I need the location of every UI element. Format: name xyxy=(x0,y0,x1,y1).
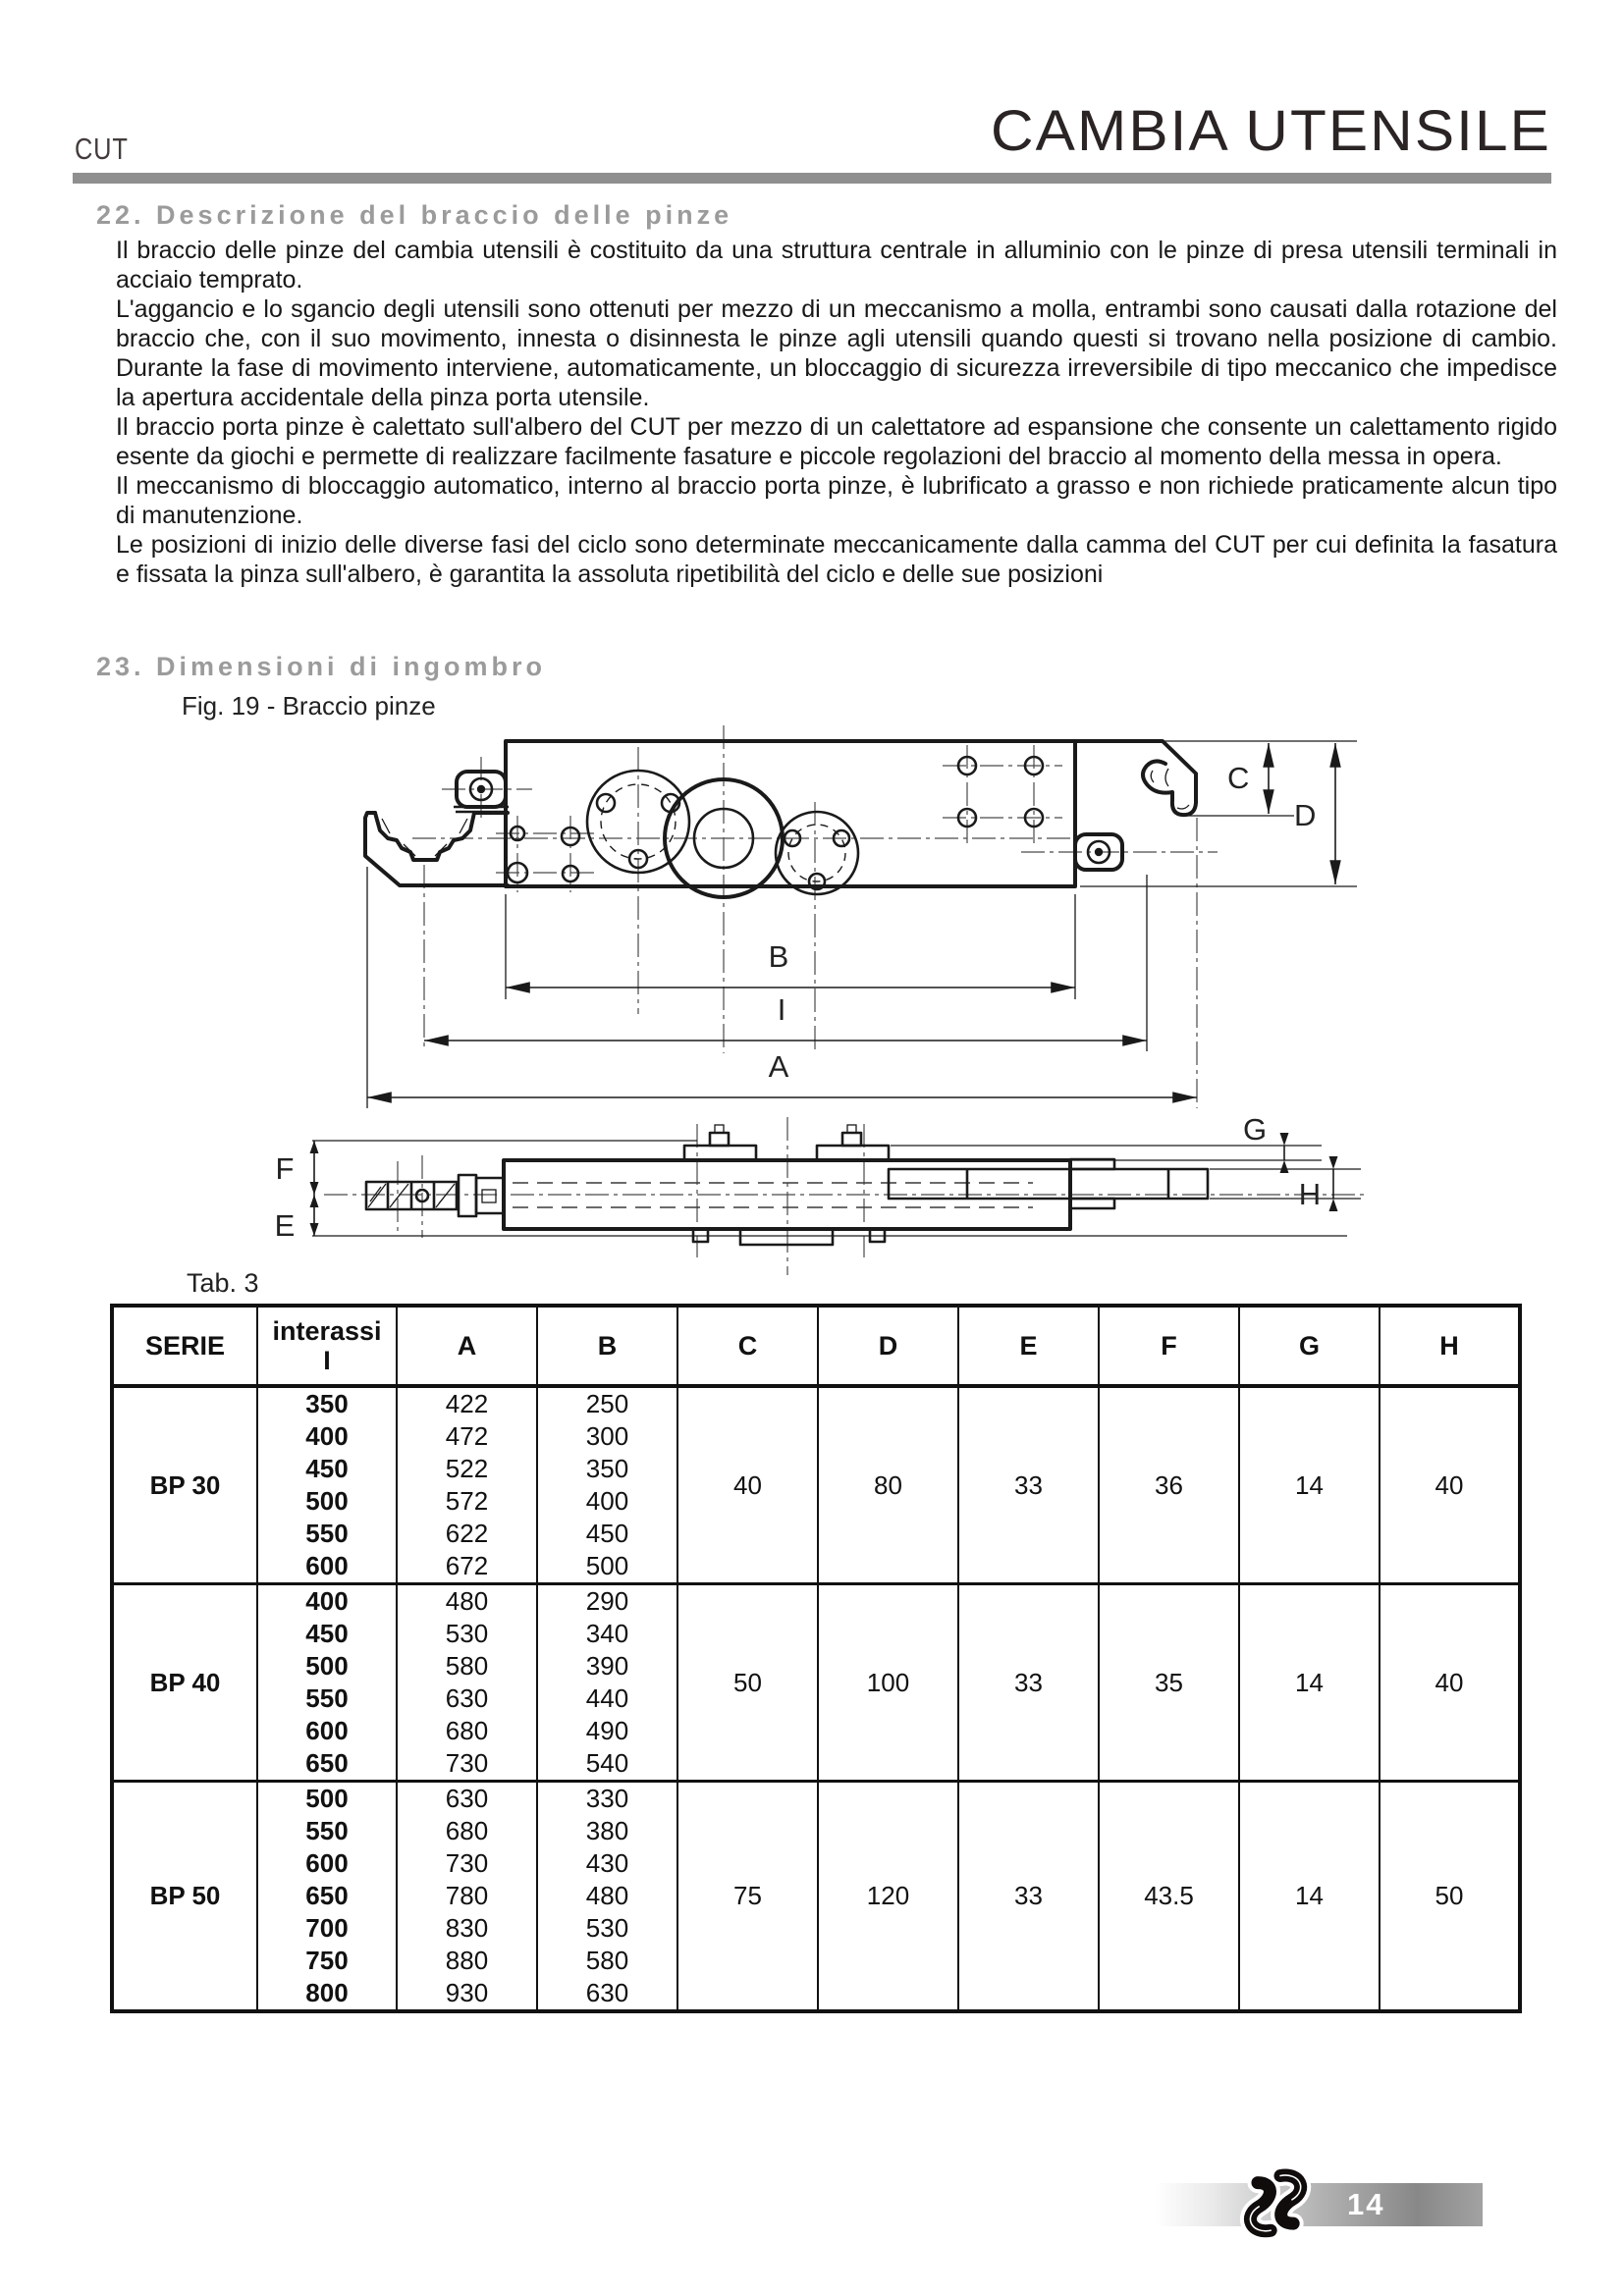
table-header-row xyxy=(112,1306,1520,1386)
dim-label-I: I xyxy=(777,992,786,1027)
paragraph: Il meccanismo di bloccaggio automatico, interno al braccio porta pinze, è lubrificato a grasso e non richiede praticamente alcun tipo di manutenzione. xyxy=(116,472,1557,529)
serie-cell: BP 40 xyxy=(112,1584,257,1782)
page-number: 14 xyxy=(1347,2187,1385,2221)
paragraph: Il braccio porta pinze è calettato sull'albero del CUT per mezzo di un calettatore ad espansione che consente un calettamento rigido esente da giochi e permette di realizzare facilmente fasature e piccole regolazioni del braccio al momento della messa in opera. xyxy=(116,413,1557,470)
table-label: Tab. 3 xyxy=(187,1268,259,1298)
paragraph: Il braccio delle pinze del cambia utensili è costituito da una struttura centrale in alluminio con le pinze di presa utensili terminali in acciaio temprato. xyxy=(116,237,1557,294)
col-header-A: A xyxy=(397,1306,537,1386)
dim-label-G: G xyxy=(1242,1112,1268,1147)
section-23-heading: 23. Dimensioni di ingombro xyxy=(96,652,547,681)
col-header-interassi: interassi I xyxy=(257,1306,397,1386)
dim-label-D: D xyxy=(1294,798,1317,832)
arm-body-outline xyxy=(506,741,1075,886)
serie-cell: BP 30 xyxy=(112,1386,257,1584)
dim-label-F: F xyxy=(275,1151,295,1186)
brand-knot-logo xyxy=(1227,2154,1326,2254)
serie-cell: BP 50 xyxy=(112,1782,257,2012)
section-22-heading: 22. Descrizione del braccio delle pinze xyxy=(96,200,733,230)
left-gripper-plate xyxy=(365,813,508,885)
top-boss xyxy=(684,1146,756,1160)
col-header-E: E xyxy=(958,1306,1099,1386)
product-code: CUT xyxy=(75,132,129,166)
left-gripper-jaw xyxy=(375,813,474,860)
dim-label-A: A xyxy=(768,1049,789,1084)
col-header-serie: SERIE xyxy=(112,1306,257,1386)
dim-label-C: C xyxy=(1227,761,1250,795)
section-22-body xyxy=(116,236,1557,589)
col-header-H: H xyxy=(1380,1306,1520,1386)
page-title: CAMBIA UTENSILE xyxy=(991,99,1551,163)
dimensions-table xyxy=(110,1304,1522,2013)
header-rule xyxy=(73,173,1551,184)
col-header-C: C xyxy=(677,1306,818,1386)
col-header-G: G xyxy=(1239,1306,1380,1386)
paragraph: Le posizioni di inizio delle diverse fasi del ciclo sono determinate meccanicamente dalla camma del CUT per cui definita la fasatura e fissata la pinza sull'albero, è garantita la assoluta ripetibilità del ciclo e delle sue posizioni xyxy=(116,531,1557,588)
paragraph: L'aggancio e lo sgancio degli utensili sono ottenuti per mezzo di un meccanismo a molla, entrambi sono causati dalla rotazione del braccio che, con il suo movimento, innesta o disinnesta le pinze agli utensili quando questi si trovano nella posizione di cambio. Durante la fase di movimento interviene, automaticamente, un bloccaggio di sicurezza irreversibile di tipo meccanico che impedisce la apertura accidentale della pinza porta utensile. xyxy=(116,295,1557,411)
dim-label-H: H xyxy=(1298,1177,1322,1211)
bottom-boss xyxy=(740,1229,833,1245)
col-header-F: F xyxy=(1099,1306,1239,1386)
right-gripper-jaw xyxy=(1075,741,1196,815)
table-row-bp30: BP 30 350 400 450 500 550 600 422 472 522 572 622 672 250 300 350 400 450 500 40 80 33 36 14 40 xyxy=(112,1386,1520,1584)
technical-drawing-braccio-pinze xyxy=(88,720,1532,1287)
top-boss xyxy=(817,1146,889,1160)
table-row-bp40: BP 40 400 450 500 550 600 650 480 530 580 630 680 730 290 340 390 440 490 540 50 100 33 35 14 40 xyxy=(112,1584,1520,1782)
table-row-bp50: BP 50 500 550 600 650 700 750 800 630 680 730 780 830 880 930 330 380 430 480 530 580 630 75 120 33 43.5 14 50 xyxy=(112,1782,1520,2012)
col-header-D: D xyxy=(818,1306,958,1386)
figure-caption: Fig. 19 - Braccio pinze xyxy=(182,691,436,721)
dim-label-E: E xyxy=(274,1208,296,1243)
gripper-arm-drawing xyxy=(88,720,1532,1287)
col-header-B: B xyxy=(537,1306,677,1386)
footer-bar xyxy=(1155,2183,1483,2226)
dim-label-B: B xyxy=(768,939,789,974)
